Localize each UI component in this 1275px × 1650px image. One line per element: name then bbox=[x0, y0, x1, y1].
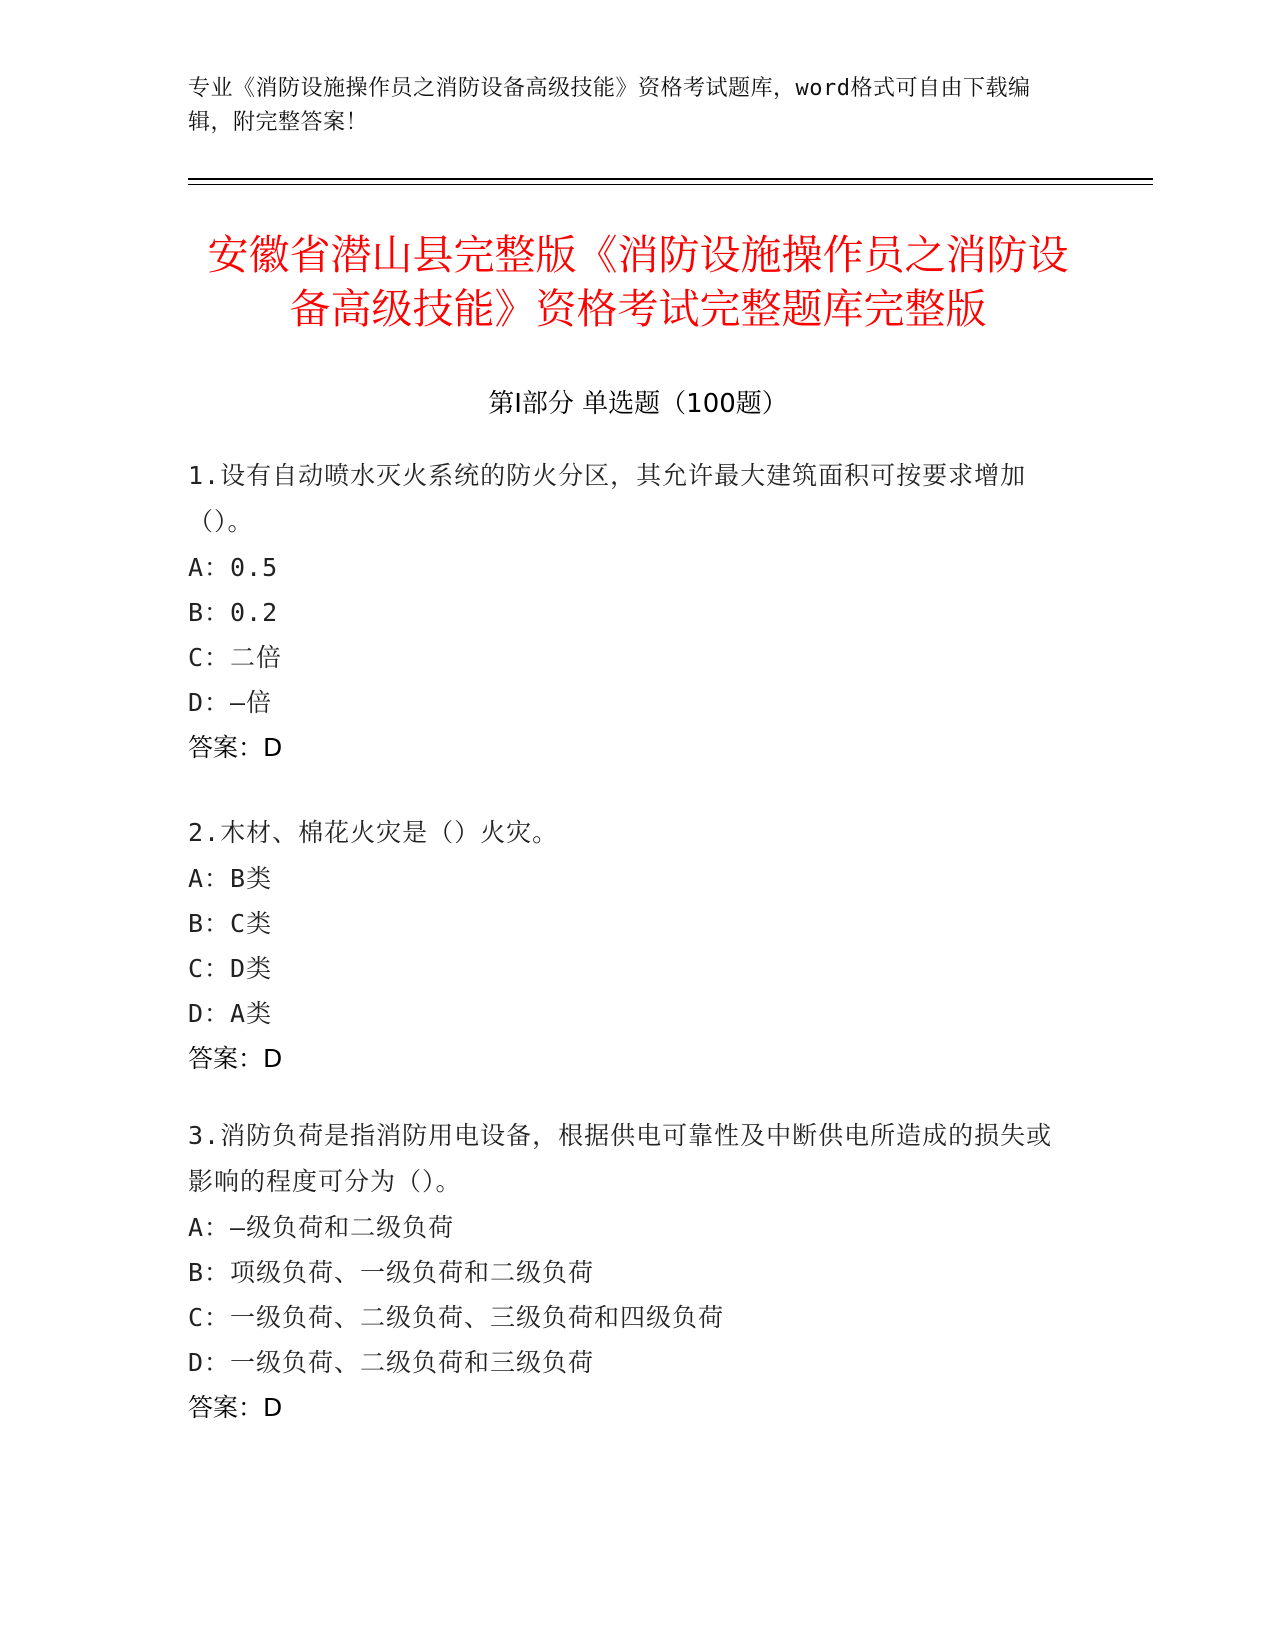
question-stem: 3.消防负荷是指消防用电设备，根据供电可靠性及中断供电所造成的损失或影响的程度可分为（）。 bbox=[188, 1121, 1053, 1196]
option-c: C：D类 bbox=[188, 954, 273, 983]
option-c: C：一级负荷、二级负荷、三级负荷和四级负荷 bbox=[188, 1303, 725, 1332]
document-title: 安徽省潜山县完整版《消防设施操作员之消防设备高级技能》资格考试完整题库完整版 bbox=[207, 231, 1069, 333]
answer-line: 答案：D bbox=[188, 1393, 283, 1422]
option-a: A：B类 bbox=[188, 864, 273, 893]
question-1 bbox=[188, 453, 1068, 771]
option-a: A：—级负荷和二级负荷 bbox=[188, 1213, 455, 1242]
question-stem: 2.木材、棉花火灾是（）火灾。 bbox=[188, 818, 559, 847]
option-b: B：项级负荷、一级负荷和二级负荷 bbox=[188, 1258, 595, 1287]
option-b: B：0.2 bbox=[188, 598, 279, 627]
header-rule-thin bbox=[188, 184, 1153, 185]
question-3 bbox=[188, 1113, 1068, 1431]
answer-line: 答案：D bbox=[188, 1044, 283, 1073]
option-d: D：—倍 bbox=[188, 688, 273, 717]
question-stem: 1.设有自动喷水灭火系统的防火分区，其允许最大建筑面积可按要求增加（）。 bbox=[188, 461, 1027, 536]
section-heading: 第Ⅰ部分 单选题（100题） bbox=[488, 389, 788, 419]
answer-line: 答案：D bbox=[188, 733, 283, 762]
question-2 bbox=[188, 810, 1068, 1082]
header-note: 专业《消防设施操作员之消防设备高级技能》资格考试题库，word格式可自由下载编辑，附完整答案！ bbox=[188, 76, 1031, 135]
option-a: A：0.5 bbox=[188, 553, 279, 582]
option-d: D：一级负荷、二级负荷和三级负荷 bbox=[188, 1348, 595, 1377]
option-c: C：二倍 bbox=[188, 643, 283, 672]
header-rule-thick bbox=[188, 178, 1153, 180]
option-b: B：C类 bbox=[188, 909, 273, 938]
option-d: D：A类 bbox=[188, 999, 273, 1028]
